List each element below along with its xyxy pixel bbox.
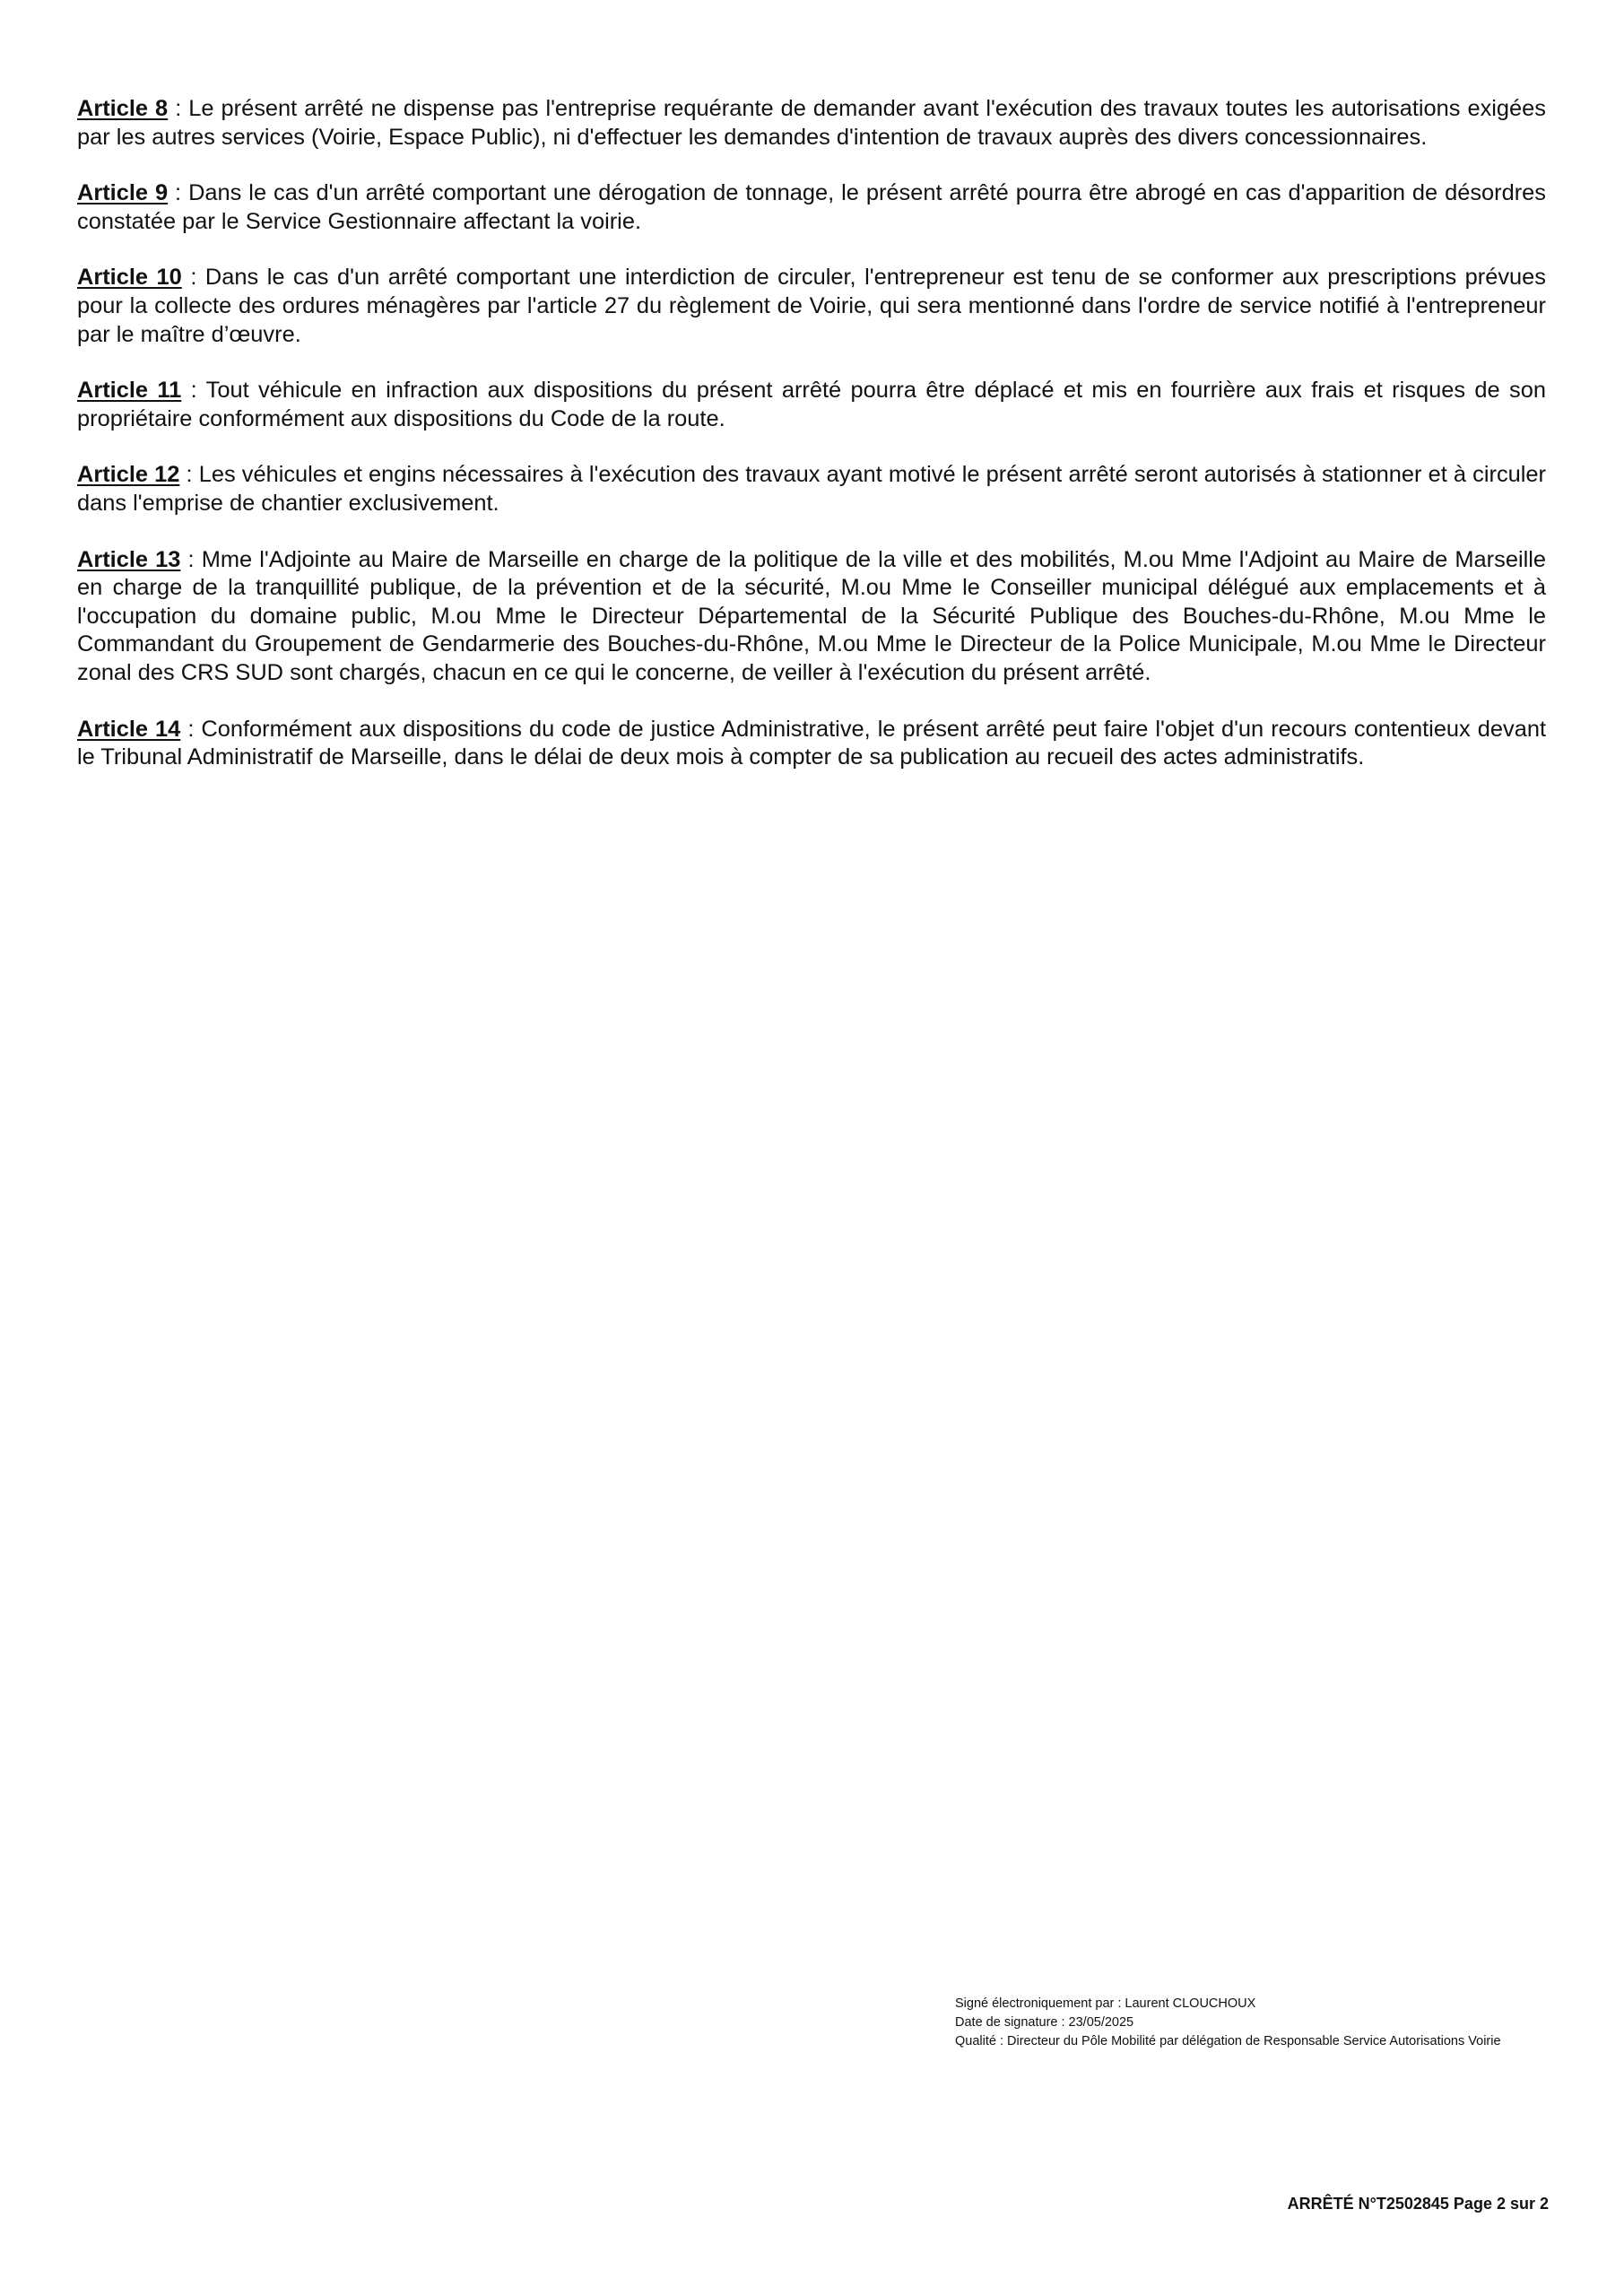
article-14-separator: : <box>180 716 202 742</box>
page-footer: ARRÊTÉ N°T2502845 Page 2 sur 2 <box>1287 2195 1549 2213</box>
signature-date: Date de signature : 23/05/2025 <box>955 2015 1134 2030</box>
article-11-separator: : <box>181 378 206 404</box>
signature-quality: Qualité : Directeur du Pôle Mobilité par délégation de Responsable Service Autorisations Voirie <box>955 2034 1501 2048</box>
article-12-text: Les véhicules et engins nécessaires à l'exécution des travaux ayant motivé le présent arrêté seront autorisés à stationner et à circuler dans l'emprise de chantier exclusivement. <box>77 462 1546 516</box>
article-12-heading: Article 12 <box>77 462 180 488</box>
article-13-heading: Article 13 <box>77 546 181 572</box>
article-8 <box>77 95 1546 152</box>
article-9-heading: Article 9 <box>77 180 169 206</box>
article-13 <box>77 546 1546 688</box>
article-14 <box>77 716 1546 772</box>
signature-signed-by: Signé électroniquement par : Laurent CLOUCHOUX <box>955 1996 1256 2011</box>
article-10-separator: : <box>181 265 205 291</box>
article-8-heading: Article 8 <box>77 96 169 121</box>
article-8-separator: : <box>168 96 189 121</box>
article-12 <box>77 461 1546 517</box>
article-14-text: Conformément aux dispositions du code de justice Administrative, le présent arrêté peut faire l'objet d'un recours contentieux devant le Tribunal Administratif de Marseille, dans le délai de deux mois à compter de sa publication au recueil des actes administratifs. <box>77 716 1547 770</box>
article-8-text: Le présent arrêté ne dispense pas l'entreprise requérante de demander avant l'exécution des travaux toutes les autorisations exigées par les autres services (Voirie, Espace Public), ni d'effectuer les demandes d'intention de travaux auprès des divers concessionnaires. <box>77 96 1546 150</box>
electronic-signature-block <box>955 1995 1583 2051</box>
article-10-heading: Article 10 <box>77 265 182 291</box>
article-9-text: Dans le cas d'un arrêté comportant une dérogation de tonnage, le présent arrêté pourra être abrogé en cas d'apparition de désordres constatée par le Service Gestionnaire affectant la voirie. <box>77 180 1547 234</box>
article-13-text: Mme l'Adjointe au Maire de Marseille en charge de la politique de la ville et des mobilités, M.ou Mme l'Adjoint au Maire de Marseille en charge de la tranquillité publique, de la prévention et de la sécurité, M.ou Mme le Conseiller municipal délégué aux emplacements et à l'occupation du domaine public, M.ou Mme le Directeur Départemental de la Sécurité Publique des Bouches-du-Rhône, M.ou Mme le Commandant du Groupement de Gendarmerie des Bouches-du-Rhône, M.ou Mme le Directeur de la Police Municipale, M.ou Mme le Directeur zonal des CRS SUD sont chargés, chacun en ce qui le concerne, de veiller à l'exécution du présent arrêté. <box>77 546 1546 685</box>
article-9 <box>77 179 1546 236</box>
article-11-heading: Article 11 <box>77 378 182 404</box>
article-13-separator: : <box>180 546 202 572</box>
article-11-text: Tout véhicule en infraction aux dispositions du présent arrêté pourra être déplacé et mis en fourrière aux frais et risques de son propriétaire conformément aux dispositions du Code de la route. <box>77 378 1546 431</box>
article-11 <box>77 377 1546 433</box>
article-10-text: Dans le cas d'un arrêté comportant une interdiction de circuler, l'entrepreneur est tenu de se conformer aux prescriptions prévues pour la collecte des ordures ménagères par l'article 27 du règlement de Voirie, qui sera mentionné dans l'ordre de service notifié à l'entrepreneur par le maître d’œuvre. <box>77 265 1546 347</box>
articles-section <box>77 95 1546 800</box>
article-12-separator: : <box>179 462 199 488</box>
article-14-heading: Article 14 <box>77 716 181 742</box>
article-10 <box>77 264 1546 349</box>
article-9-separator: : <box>168 180 189 206</box>
